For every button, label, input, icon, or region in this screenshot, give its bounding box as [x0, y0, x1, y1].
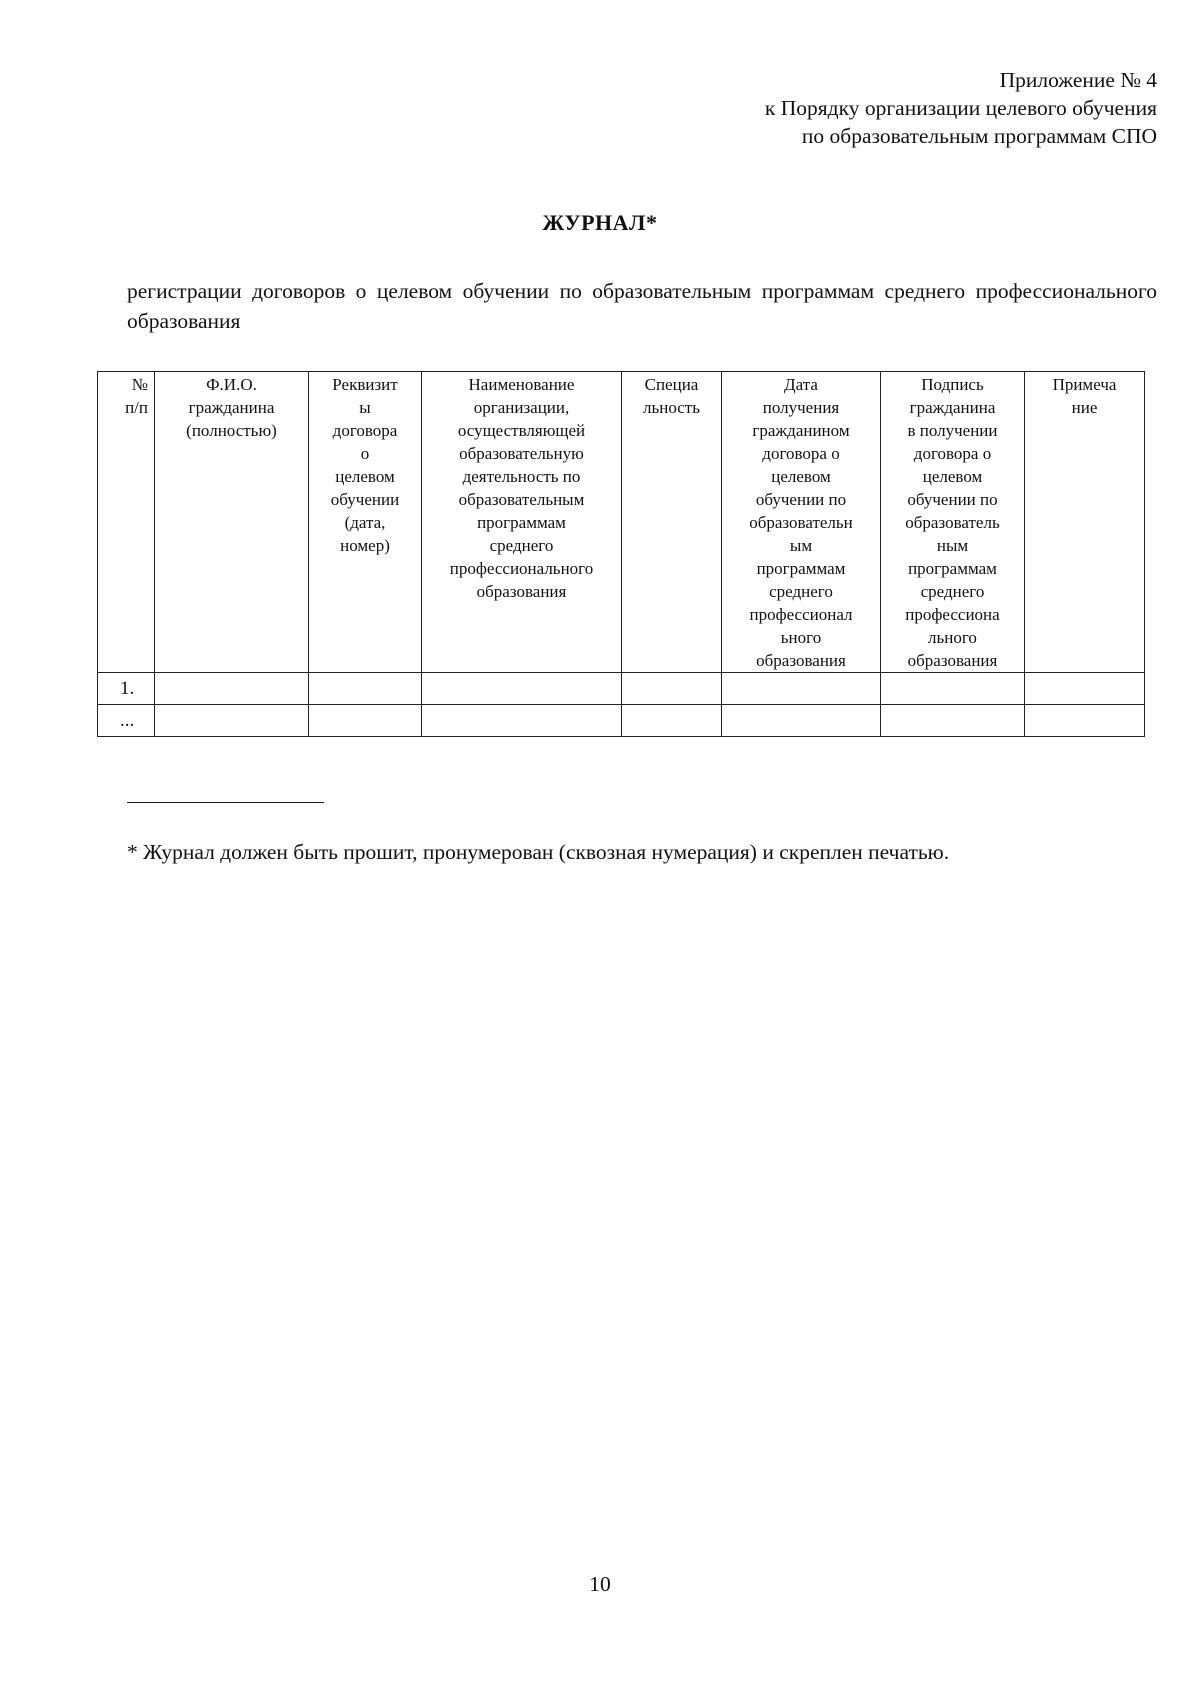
column-header-receipt-date	[722, 372, 881, 673]
document-title: ЖУРНАЛ*	[542, 210, 658, 235]
table-cell	[622, 673, 722, 705]
column-header-line: п/п	[125, 398, 148, 417]
column-header-line: ьного	[780, 628, 822, 647]
column-header-line: образования	[476, 582, 567, 601]
column-header-line: договора	[332, 421, 398, 440]
column-header-line: о	[360, 444, 370, 463]
column-header-line: среднего	[920, 582, 985, 601]
column-header-line: деятельность по	[462, 467, 581, 486]
table-cell	[881, 673, 1025, 705]
column-header-line: гражданином	[752, 421, 850, 440]
column-header-line: образования	[907, 651, 998, 670]
column-header-line: профессионального	[449, 559, 594, 578]
registration-journal-table	[97, 371, 1145, 737]
column-header-line: Ф.И.О.	[206, 375, 257, 394]
appendix-line-3: по образовательным программам СПО	[801, 124, 1157, 148]
table-cell	[422, 705, 622, 737]
column-header-line: Примеча	[1052, 375, 1117, 394]
table-cell	[881, 705, 1025, 737]
column-header-line: целевом	[771, 467, 831, 486]
column-header-line: получения	[762, 398, 840, 417]
column-header-line: программам	[477, 513, 566, 532]
column-header-note	[1025, 372, 1145, 673]
column-header-line: договора о	[762, 444, 840, 463]
column-header-line: в получении	[907, 421, 998, 440]
appendix-line-1: Приложение № 4	[999, 68, 1157, 92]
column-header-line: организации,	[473, 398, 570, 417]
column-header-line: Подпись	[921, 375, 984, 394]
column-header-specialty	[622, 372, 722, 673]
column-header-line: (полностью)	[186, 421, 277, 440]
column-header-line: осуществляющей	[457, 421, 586, 440]
row-number-cell: ...	[98, 705, 155, 737]
column-header-line: обучении	[330, 490, 400, 509]
column-header-number	[98, 372, 155, 673]
column-header-line: Дата	[784, 375, 818, 394]
column-header-line: профессионал	[749, 605, 853, 624]
column-header-line: образовательную	[459, 444, 584, 463]
column-header-line: (дата,	[344, 513, 386, 532]
column-header-organization	[422, 372, 622, 673]
column-header-line: договора о	[913, 444, 992, 463]
column-header-line: целевом	[335, 467, 395, 486]
column-header-line: №	[131, 375, 148, 394]
footnote-separator	[127, 802, 324, 803]
column-header-line: среднего	[769, 582, 833, 601]
column-header-line: образования	[756, 651, 846, 670]
column-header-line: льного	[928, 628, 977, 647]
appendix-line-2: к Порядку организации целевого обучения	[764, 96, 1157, 120]
column-header-line: обучении по	[907, 490, 998, 509]
row-number-cell: 1.	[98, 673, 155, 705]
footnote: * Журнал должен быть прошит, пронумерован (сквозная нумерация) и скреплен печатью.	[127, 840, 950, 864]
table-cell	[1025, 705, 1145, 737]
table-cell	[309, 705, 422, 737]
column-header-line: льность	[643, 398, 700, 417]
column-header-line: ным	[936, 536, 969, 555]
column-header-line: обучении по	[755, 490, 847, 509]
document-subtitle: регистрации договоров о целевом обучении по образовательным программам среднего профессионального образования	[127, 279, 1157, 333]
table-cell	[155, 705, 309, 737]
column-header-line: образователь	[905, 513, 1000, 532]
column-header-line: гражданина	[909, 398, 996, 417]
page-number: 10	[589, 1572, 611, 1596]
column-header-line: Наименование	[468, 375, 575, 394]
column-header-line: целевом	[922, 467, 983, 486]
table-row	[98, 705, 1145, 737]
column-header-line: программам	[756, 559, 846, 578]
table-cell	[155, 673, 309, 705]
column-header-line: программам	[908, 559, 997, 578]
column-header-contract-details	[309, 372, 422, 673]
column-header-citizen-signature	[881, 372, 1025, 673]
column-header-line: Специа	[644, 375, 699, 394]
table-row	[98, 673, 1145, 705]
column-header-line: образовательн	[749, 513, 853, 532]
column-header-line: номер)	[340, 536, 390, 555]
table-cell	[422, 673, 622, 705]
column-header-line: профессиона	[905, 605, 1000, 624]
table-header-row	[98, 372, 1145, 673]
column-header-line: ы	[359, 398, 371, 417]
column-header-line: ние	[1071, 398, 1098, 417]
column-header-line: гражданина	[188, 398, 275, 417]
column-header-line: ым	[789, 536, 813, 555]
column-header-line: среднего	[489, 536, 554, 555]
column-header-full-name	[155, 372, 309, 673]
appendix-header	[765, 66, 1157, 150]
table-cell	[309, 673, 422, 705]
table-cell	[722, 705, 881, 737]
column-header-line: образовательным	[458, 490, 585, 509]
table-cell	[622, 705, 722, 737]
column-header-line: Реквизит	[332, 375, 398, 394]
table-cell	[722, 673, 881, 705]
table-cell	[1025, 673, 1145, 705]
